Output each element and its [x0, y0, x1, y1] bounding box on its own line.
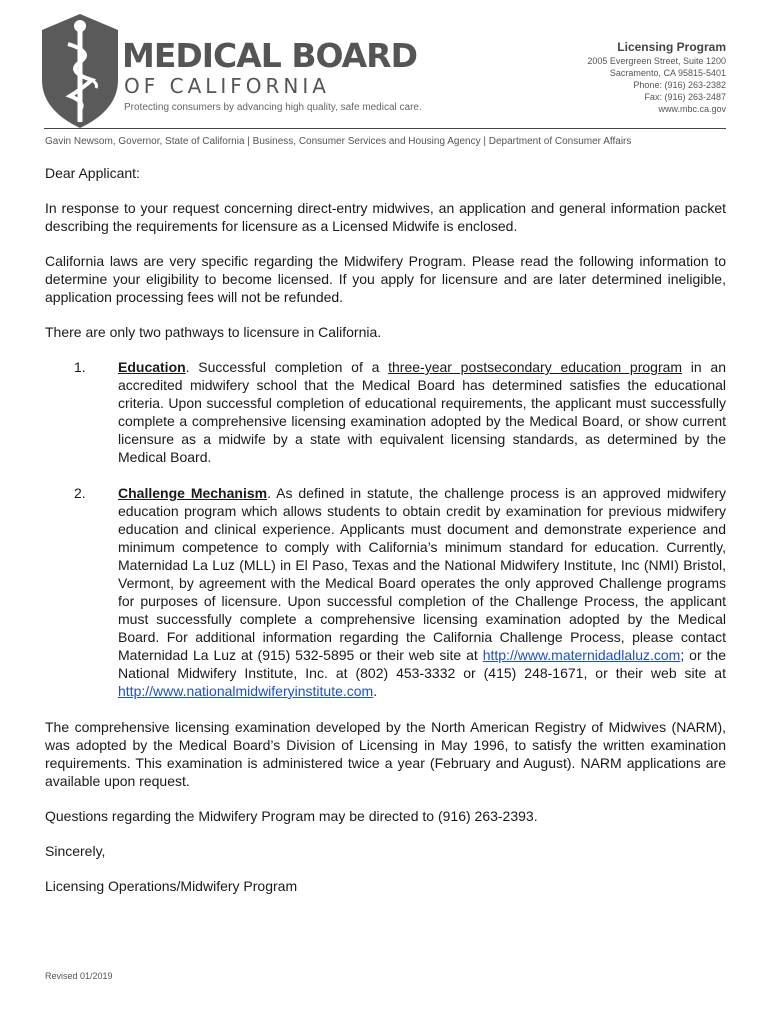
paragraph-narm: The comprehensive licensing examination developed by the North American Registry of Midwives (NARM), was adopted by the Medical Board’s Division of Licensing in May 1996, to satisfy the written examination requirements. This examination is administered twice a year (February and August). NARM applications are available upon request. [45, 719, 726, 789]
address-line-2: Sacramento, CA 95815-5401 [609, 68, 726, 78]
list-text: ; or the National Midwifery Institute, Inc. at (802) 453-3332 or (415) 248-1671, or their web site at [118, 647, 726, 681]
medical-board-seal-logo [40, 10, 120, 130]
revision-date: Revised 01/2019 [45, 971, 113, 981]
list-number: 2. [74, 485, 86, 501]
website: www.mbc.ca.gov [658, 104, 726, 114]
list-text: . Successful completion of a [185, 359, 389, 375]
signature: Licensing Operations/Midwifery Program [45, 878, 298, 894]
list-number: 1. [74, 359, 86, 375]
list-item-challenge [45, 484, 726, 700]
paragraph-laws: California laws are very specific regarding the Midwifery Program. Please read the following information to determine your eligibility to become licensed. If you apply for licensure and are later determined ineligible, application processing fees will not be refunded. [45, 253, 726, 305]
underlined-phrase: three-year postsecondary education program [388, 359, 683, 375]
paragraph-pathways: There are only two pathways to licensure in California. [45, 324, 382, 340]
list-text: . [373, 683, 378, 699]
program-name: Licensing Program [617, 40, 726, 54]
paragraph-questions: Questions regarding the Midwifery Program may be directed to (916) 263-2393. [45, 808, 538, 824]
contact-block [587, 40, 726, 115]
org-title: MEDICAL BOARD [122, 36, 417, 75]
fax: Fax: (916) 263-2487 [644, 92, 726, 102]
list-heading: Challenge Mechanism [118, 485, 268, 501]
paragraph-intro: In response to your request concerning direct-entry midwives, an application and general information packet describing the requirements for licensure as a Licensed Midwife is enclosed. [45, 200, 726, 234]
phone: Phone: (916) 263-2382 [633, 80, 726, 90]
tagline: Protecting consumers by advancing high quality, safe medical care. [124, 102, 422, 113]
org-subtitle: OF CALIFORNIA [124, 74, 330, 98]
list-text: . As defined in statute, the challenge process is an approved midwifery education program which allows students to obtain credit by examination for previous midwifery education and clinical experience. Applicants must document and demonstrate experience and minimum competence to comply with California’s minimum standard for education. Currently, Maternidad La Luz (MLL) in El Paso, Texas and the National Midwifery Institute, Inc (NMI) Bristol, Vermont, by agreement with the Medical Board operates the only approved Challenge programs for purposes of licensure. Upon successful completion of the Challenge Process, the applicant must successfully complete a comprehensive licensing examination adopted by the Medical Board. For additional information regarding the California Challenge Process, please contact Maternidad La Luz at (915) 532-5895 or their web site at [118, 485, 726, 663]
salutation: Dear Applicant: [45, 165, 140, 181]
agency-line: Gavin Newsom, Governor, State of California | Business, Consumer Services and Housing Agency | Department of Consumer Affairs [45, 136, 632, 147]
maternidad-la-luz-link[interactable]: http://www.maternidadlaluz.com [482, 647, 681, 663]
list-text: in an accredited midwifery school that the Medical Board has determined satisfies the educational criteria. Upon successful completion of educational requirements, the applicant must successfully complete a comprehensive licensing examination adopted by the Medical Board, or show current licensure as a midwife by a state with equivalent licensing standards, as determined by the Medical Board. [118, 359, 727, 465]
address-line-1: 2005 Evergreen Street, Suite 1200 [587, 56, 726, 66]
closing: Sincerely, [45, 843, 106, 859]
national-midwifery-institute-link[interactable]: http://www.nationalmidwiferyinstitute.com [118, 683, 374, 699]
header-divider [44, 128, 726, 129]
list-heading: Education [118, 359, 186, 375]
letter-body [45, 164, 726, 912]
list-item-education [45, 358, 726, 466]
letterhead [0, 0, 770, 160]
